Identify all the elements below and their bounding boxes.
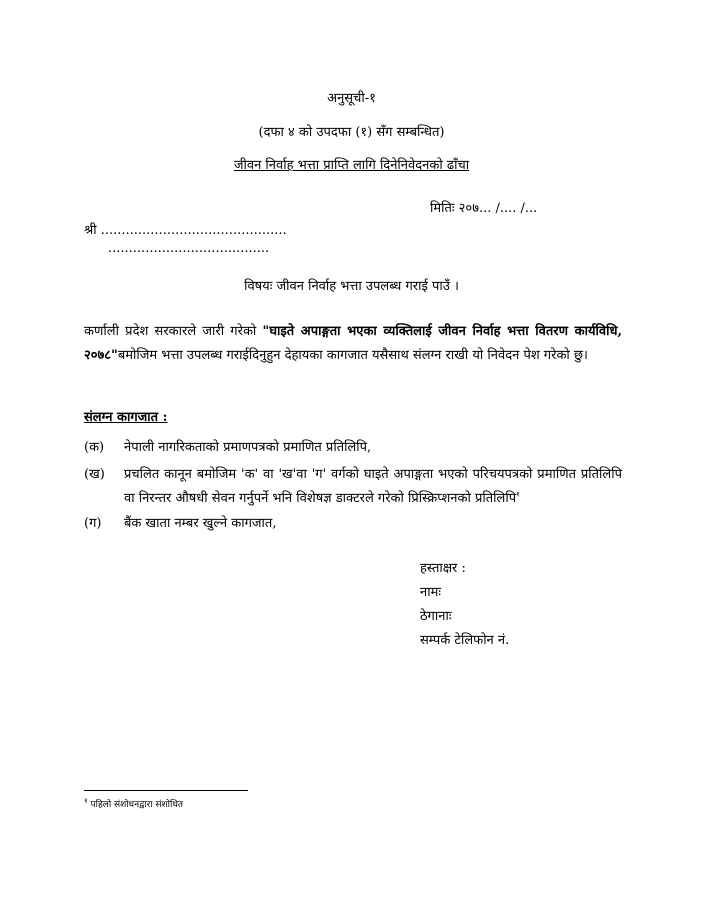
name-label: नामः (420, 585, 441, 600)
list-item-text-wrap (124, 463, 622, 511)
date-line: मितिः २०७... /.... /... (430, 201, 538, 216)
body-paragraph (84, 320, 622, 368)
list-item-text: बैंक खाता नम्बर खुल्ने कागजात, (124, 516, 277, 531)
form-title: जीवन निर्वाह भत्ता प्राप्ति लागि दिनेनिवेदनको ढाँचा (233, 158, 470, 173)
address-label: ठेगानाः (420, 609, 452, 624)
signature-label: हस्ताक्षर : (420, 561, 466, 576)
addressee-line-2: ....................................... (108, 241, 270, 256)
footnote (84, 797, 183, 810)
addressee-line-1: श्री ............................................. (84, 223, 287, 238)
list-item-mark: (ख) (84, 467, 105, 482)
phone-label: सम्पर्क टेलिफोन नं. (420, 633, 510, 648)
list-item-mark: (ग) (84, 516, 102, 531)
footnote-reference: १ (516, 490, 520, 499)
section-reference: (दफा ४ को उपदफा (१) सँग सम्बन्धित) (258, 125, 445, 140)
list-item-text: नेपाली नागरिकताको प्रमाणपत्रको प्रमाणित प्रतिलिपि, (124, 440, 372, 455)
footnote-divider (84, 790, 248, 791)
body-bold-title: "घाइते अपाङ्गता भएका व्यक्तिलाई जीवन निर्वाह भत्ता वितरण कार्यविधि, २०७८" (84, 324, 622, 363)
subject-line: विषयः जीवन निर्वाह भत्ता उपलब्ध गराई पाउँ । (244, 279, 459, 294)
schedule-label: अनुसूची-१ (327, 91, 376, 106)
footnote-text: पहिलो संशोधनद्वारा संशोधित (87, 800, 183, 810)
footnote-mark: १ (84, 797, 88, 805)
attachments-heading: संलग्न कागजात : (84, 410, 168, 425)
body-rest: बमोजिम भत्ता उपलब्ध गराईदिनुहुन देहायका कागजात यसैसाथ संलग्न राखी यो निवेदन पेश गरेको छु। (117, 348, 588, 363)
list-item-mark: (क) (84, 440, 105, 455)
list-item-text: प्रचलित कानून बमोजिम 'क' वा 'ख'वा 'ग' वर्गको घाइते अपाङ्गता भएको परिचयपत्रको प्रमाणित प्रतिलिपि वा निरन्तर औषधी सेवन गर्नुपर्ने भनि विशेषज्ञ डाक्टरले गरेको प्रिस्क्रिप्शनको प्रतिलिपि (124, 467, 622, 506)
body-intro: कर्णाली प्रदेश सरकारले जारी गरेको (84, 324, 263, 339)
